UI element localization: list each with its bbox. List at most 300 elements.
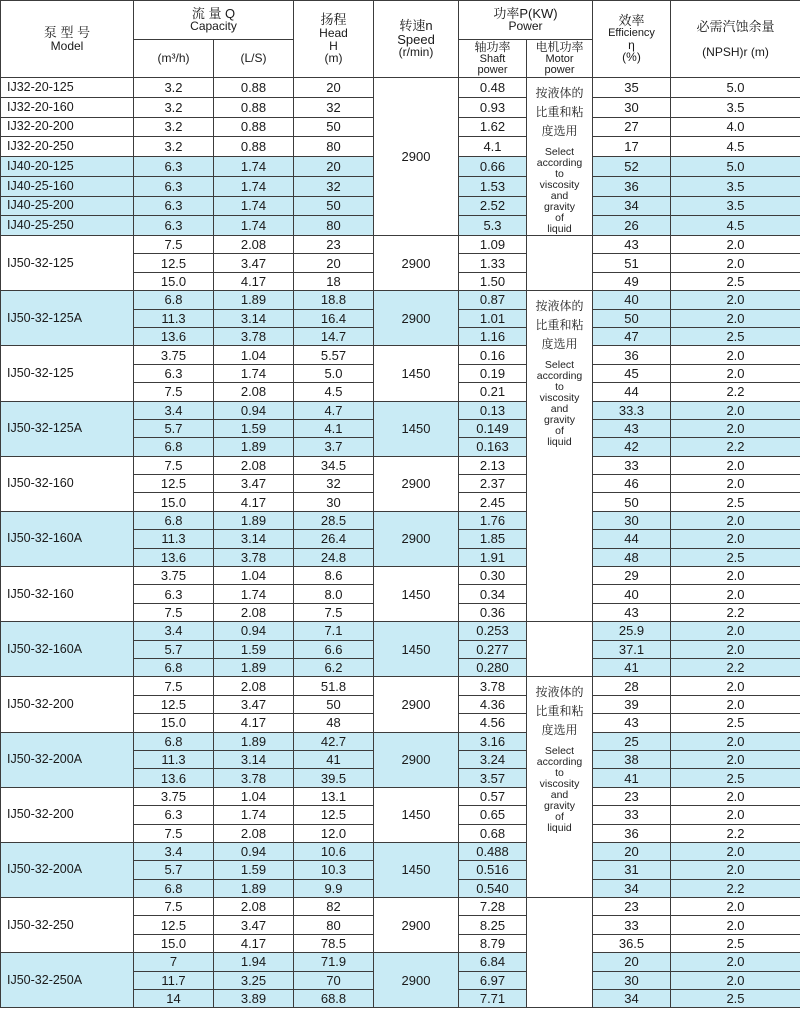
head-cell: 82 (294, 898, 374, 916)
model-cell: IJ40-25-200 (1, 196, 134, 216)
capacity-m3h-cell: 3.4 (134, 401, 214, 419)
capacity-ls-cell: 3.14 (214, 309, 294, 327)
npsh-cell: 2.0 (671, 567, 800, 585)
capacity-m3h-cell: 7.5 (134, 383, 214, 401)
model-cell: IJ32-20-125 (1, 78, 134, 98)
shaft-power-cell: 0.68 (459, 824, 527, 842)
capacity-m3h-cell: 15.0 (134, 272, 214, 290)
motor-note-en-line: according (536, 756, 583, 769)
shaft-power-cell: 0.57 (459, 787, 527, 805)
head-cell: 5.57 (294, 346, 374, 364)
head-cell: 28.5 (294, 511, 374, 529)
capacity-m3h-cell: 6.3 (134, 806, 214, 824)
efficiency-cell: 43 (593, 714, 671, 732)
npsh-cell: 2.0 (671, 291, 800, 309)
capacity-m3h-cell: 7 (134, 953, 214, 971)
npsh-cell: 3.5 (671, 196, 800, 216)
header-capacity-cn: 流 量 Q (191, 5, 236, 21)
capacity-m3h-cell: 6.8 (134, 438, 214, 456)
head-cell: 34.5 (294, 456, 374, 474)
capacity-ls-cell: 4.17 (214, 272, 294, 290)
npsh-cell: 2.5 (671, 769, 800, 787)
shaft-power-cell: 4.36 (459, 695, 527, 713)
motor-note-cn-line: 比重和粘 (535, 704, 584, 719)
shaft-power-cell: 2.13 (459, 456, 527, 474)
npsh-cell: 2.0 (671, 511, 800, 529)
efficiency-cell: 25 (593, 732, 671, 750)
motor-note-en-line: to (555, 381, 564, 394)
model-cell: IJ32-20-250 (1, 137, 134, 157)
efficiency-cell: 52 (593, 157, 671, 177)
shaft-power-cell: 3.57 (459, 769, 527, 787)
motor-power-note (527, 677, 593, 898)
model-cell: IJ50-32-160A (1, 622, 134, 677)
npsh-cell: 2.0 (671, 732, 800, 750)
header-speed-cn: 转速n (399, 18, 433, 34)
capacity-m3h-cell: 6.3 (134, 364, 214, 382)
header-head-cn: 扬程 (320, 12, 347, 28)
capacity-ls-cell: 1.59 (214, 640, 294, 658)
shaft-power-cell: 0.277 (459, 640, 527, 658)
header-capacity-ls-label: (L/S) (240, 50, 267, 65)
efficiency-cell: 31 (593, 861, 671, 879)
motor-note-en-line: liquid (547, 223, 572, 235)
capacity-m3h-cell: 5.7 (134, 640, 214, 658)
capacity-m3h-cell: 6.3 (134, 585, 214, 603)
efficiency-cell: 33 (593, 806, 671, 824)
head-cell: 6.6 (294, 640, 374, 658)
head-cell: 5.0 (294, 364, 374, 382)
capacity-ls-cell: 0.88 (214, 78, 294, 98)
model-cell: IJ50-32-125 (1, 236, 134, 291)
table-row (1, 567, 800, 585)
head-cell: 50 (294, 117, 374, 137)
capacity-m3h-cell: 15.0 (134, 934, 214, 952)
efficiency-cell: 40 (593, 291, 671, 309)
npsh-cell: 2.0 (671, 401, 800, 419)
motor-note-en-line: viscosity (539, 179, 580, 191)
npsh-cell: 4.0 (671, 117, 800, 137)
speed-cell: 2900 (374, 953, 459, 1008)
shaft-power-cell: 7.71 (459, 990, 527, 1008)
shaft-power-cell: 1.01 (459, 309, 527, 327)
efficiency-cell: 36 (593, 176, 671, 196)
capacity-ls-cell: 4.17 (214, 934, 294, 952)
header-speed (374, 1, 459, 78)
capacity-ls-cell: 0.94 (214, 401, 294, 419)
speed-cell: 1450 (374, 567, 459, 622)
header-capacity (134, 1, 294, 40)
capacity-m3h-cell: 6.8 (134, 732, 214, 750)
head-cell: 70 (294, 971, 374, 989)
head-cell: 30 (294, 493, 374, 511)
npsh-cell: 2.0 (671, 585, 800, 603)
shaft-power-cell: 0.280 (459, 658, 527, 676)
npsh-cell: 2.0 (671, 806, 800, 824)
efficiency-cell: 34 (593, 990, 671, 1008)
head-cell: 9.9 (294, 879, 374, 897)
npsh-cell: 5.0 (671, 78, 800, 98)
head-cell: 80 (294, 216, 374, 236)
table-row (1, 236, 800, 254)
capacity-ls-cell: 1.89 (214, 291, 294, 309)
capacity-m3h-cell: 12.5 (134, 254, 214, 272)
header-model-en: Model (50, 38, 84, 53)
capacity-m3h-cell: 3.2 (134, 78, 214, 98)
npsh-cell: 3.5 (671, 176, 800, 196)
capacity-m3h-cell: 11.3 (134, 530, 214, 548)
speed-cell: 1450 (374, 346, 459, 401)
capacity-ls-cell: 0.94 (214, 622, 294, 640)
efficiency-cell: 42 (593, 438, 671, 456)
shaft-power-cell: 0.21 (459, 383, 527, 401)
capacity-ls-cell: 1.89 (214, 732, 294, 750)
npsh-cell: 2.0 (671, 254, 800, 272)
efficiency-cell: 23 (593, 898, 671, 916)
header-capacity-m3h (134, 39, 214, 78)
shaft-power-cell: 0.540 (459, 879, 527, 897)
efficiency-cell: 36 (593, 824, 671, 842)
model-cell: IJ50-32-250A (1, 953, 134, 1008)
head-cell: 4.7 (294, 401, 374, 419)
table-row (1, 732, 800, 750)
npsh-cell: 2.5 (671, 493, 800, 511)
shaft-power-cell: 1.33 (459, 254, 527, 272)
capacity-ls-cell: 1.74 (214, 364, 294, 382)
capacity-m3h-cell: 3.75 (134, 787, 214, 805)
model-cell: IJ50-32-125A (1, 401, 134, 456)
shaft-power-cell: 1.50 (459, 272, 527, 290)
shaft-power-cell: 2.45 (459, 493, 527, 511)
efficiency-cell: 30 (593, 511, 671, 529)
npsh-cell: 2.0 (671, 456, 800, 474)
shaft-power-cell: 7.28 (459, 898, 527, 916)
shaft-power-cell: 2.52 (459, 196, 527, 216)
efficiency-cell: 51 (593, 254, 671, 272)
table-row (1, 78, 800, 98)
npsh-cell: 2.5 (671, 990, 800, 1008)
shaft-power-cell: 5.3 (459, 216, 527, 236)
motor-note-en-line: viscosity (539, 392, 580, 405)
shaft-power-cell: 4.56 (459, 714, 527, 732)
motor-note-en-line: and (550, 190, 569, 202)
head-cell: 80 (294, 137, 374, 157)
capacity-ls-cell: 1.59 (214, 861, 294, 879)
capacity-m3h-cell: 6.8 (134, 879, 214, 897)
npsh-cell: 2.2 (671, 658, 800, 676)
head-cell: 8.6 (294, 567, 374, 585)
model-cell: IJ40-20-125 (1, 157, 134, 177)
capacity-ls-cell: 2.08 (214, 603, 294, 621)
capacity-ls-cell: 2.08 (214, 383, 294, 401)
motor-note-en-line: according (536, 157, 583, 169)
npsh-cell: 2.0 (671, 842, 800, 860)
shaft-power-cell: 8.25 (459, 916, 527, 934)
efficiency-cell: 45 (593, 364, 671, 382)
npsh-cell: 2.0 (671, 364, 800, 382)
head-cell: 20 (294, 254, 374, 272)
npsh-cell: 2.0 (671, 695, 800, 713)
head-cell: 51.8 (294, 677, 374, 695)
npsh-cell: 2.0 (671, 787, 800, 805)
efficiency-cell: 50 (593, 309, 671, 327)
npsh-cell: 4.5 (671, 216, 800, 236)
header-capacity-m3h-label: (m³/h) (157, 50, 190, 65)
shaft-power-cell: 0.516 (459, 861, 527, 879)
head-cell: 24.8 (294, 548, 374, 566)
header-head (294, 1, 374, 78)
shaft-power-cell: 0.19 (459, 364, 527, 382)
header-motor-cn: 电机功率 (535, 39, 584, 54)
capacity-ls-cell: 1.89 (214, 658, 294, 676)
shaft-power-cell: 3.24 (459, 750, 527, 768)
speed-cell: 1450 (374, 622, 459, 677)
efficiency-cell: 48 (593, 548, 671, 566)
efficiency-cell: 20 (593, 842, 671, 860)
speed-cell: 2900 (374, 677, 459, 732)
shaft-power-cell: 0.253 (459, 622, 527, 640)
efficiency-cell: 26 (593, 216, 671, 236)
speed-cell: 2900 (374, 898, 459, 953)
efficiency-cell: 41 (593, 769, 671, 787)
capacity-m3h-cell: 15.0 (134, 493, 214, 511)
capacity-m3h-cell: 14 (134, 990, 214, 1008)
motor-note-cn-line: 按液体的 (535, 685, 584, 700)
shaft-power-cell: 6.84 (459, 953, 527, 971)
capacity-ls-cell: 0.94 (214, 842, 294, 860)
efficiency-cell: 35 (593, 78, 671, 98)
motor-note-en-line: Select (544, 745, 575, 758)
table-row (1, 787, 800, 805)
npsh-cell: 2.5 (671, 548, 800, 566)
capacity-m3h-cell: 6.8 (134, 291, 214, 309)
capacity-ls-cell: 1.89 (214, 511, 294, 529)
table-row (1, 622, 800, 640)
motor-note-en-line: to (555, 168, 564, 180)
efficiency-cell: 37.1 (593, 640, 671, 658)
motor-note-cn-line: 比重和粘 (535, 318, 584, 333)
header-model-cn: 泵 型 号 (43, 24, 91, 40)
capacity-m3h-cell: 3.4 (134, 622, 214, 640)
shaft-power-cell: 1.85 (459, 530, 527, 548)
motor-note-en-line: of (555, 811, 564, 824)
capacity-ls-cell: 3.78 (214, 769, 294, 787)
motor-note-en-line: to (555, 767, 564, 780)
capacity-m3h-cell: 12.5 (134, 916, 214, 934)
model-cell: IJ50-32-200 (1, 677, 134, 732)
npsh-cell: 2.0 (671, 419, 800, 437)
header-npsh-en: (NPSH)r (m) (702, 44, 769, 59)
speed-cell: 2900 (374, 291, 459, 346)
head-cell: 6.2 (294, 658, 374, 676)
shaft-power-cell: 0.93 (459, 97, 527, 117)
model-cell: IJ50-32-160 (1, 456, 134, 511)
npsh-cell: 2.2 (671, 438, 800, 456)
shaft-power-cell: 1.91 (459, 548, 527, 566)
motor-note-cn-line: 比重和粘 (535, 105, 584, 119)
motor-note-cn-line: 度选用 (541, 723, 578, 738)
shaft-power-cell: 8.79 (459, 934, 527, 952)
efficiency-cell: 36.5 (593, 934, 671, 952)
capacity-m3h-cell: 13.6 (134, 327, 214, 345)
shaft-power-cell: 1.76 (459, 511, 527, 529)
capacity-m3h-cell: 6.8 (134, 658, 214, 676)
npsh-cell: 2.0 (671, 898, 800, 916)
head-cell: 23 (294, 236, 374, 254)
shaft-power-cell: 0.16 (459, 346, 527, 364)
header-efficiency-unit: (%) (622, 50, 641, 65)
motor-note-en-line: liquid (547, 436, 572, 449)
capacity-ls-cell: 1.74 (214, 585, 294, 603)
motor-note-en-line: Select (544, 359, 575, 372)
header-speed-unit: (r/min) (398, 45, 434, 60)
capacity-m3h-cell: 3.4 (134, 842, 214, 860)
efficiency-cell: 47 (593, 327, 671, 345)
efficiency-cell: 27 (593, 117, 671, 137)
head-cell: 32 (294, 97, 374, 117)
header-motor-en2: power (544, 63, 575, 76)
npsh-cell: 2.0 (671, 640, 800, 658)
npsh-cell: 2.2 (671, 383, 800, 401)
capacity-m3h-cell: 6.3 (134, 176, 214, 196)
head-cell: 18.8 (294, 291, 374, 309)
efficiency-cell: 44 (593, 530, 671, 548)
motor-note-cn-line: 度选用 (541, 337, 578, 352)
speed-cell: 1450 (374, 842, 459, 897)
shaft-power-cell: 0.30 (459, 567, 527, 585)
motor-note-en-line: of (555, 425, 564, 438)
motor-note-en-line: gravity (544, 201, 575, 213)
capacity-ls-cell: 2.08 (214, 824, 294, 842)
motor-note-en-line: and (550, 403, 569, 416)
shaft-power-cell: 1.16 (459, 327, 527, 345)
npsh-cell: 2.2 (671, 603, 800, 621)
capacity-ls-cell: 1.89 (214, 879, 294, 897)
npsh-cell: 2.0 (671, 861, 800, 879)
npsh-cell: 2.0 (671, 916, 800, 934)
motor-power-note (527, 622, 593, 677)
head-cell: 20 (294, 157, 374, 177)
header-efficiency-en: Efficiency (608, 26, 655, 39)
header-shaft-en2: power (477, 63, 508, 76)
header-power-en: Power (508, 19, 543, 34)
capacity-m3h-cell: 15.0 (134, 714, 214, 732)
npsh-cell: 2.0 (671, 346, 800, 364)
speed-cell: 1450 (374, 401, 459, 456)
npsh-cell: 3.5 (671, 97, 800, 117)
shaft-power-cell: 0.149 (459, 419, 527, 437)
head-cell: 16.4 (294, 309, 374, 327)
efficiency-cell: 33 (593, 456, 671, 474)
head-cell: 3.7 (294, 438, 374, 456)
efficiency-cell: 43 (593, 236, 671, 254)
capacity-ls-cell: 3.78 (214, 327, 294, 345)
capacity-ls-cell: 0.88 (214, 117, 294, 137)
efficiency-cell: 41 (593, 658, 671, 676)
capacity-ls-cell: 1.74 (214, 806, 294, 824)
header-shaft-power (459, 39, 527, 78)
capacity-m3h-cell: 12.5 (134, 475, 214, 493)
npsh-cell: 2.5 (671, 934, 800, 952)
efficiency-cell: 33.3 (593, 401, 671, 419)
head-cell: 14.7 (294, 327, 374, 345)
capacity-ls-cell: 1.89 (214, 438, 294, 456)
motor-power-note (527, 291, 593, 622)
efficiency-cell: 50 (593, 493, 671, 511)
motor-note-cn-line: 按液体的 (535, 299, 584, 314)
model-cell: IJ32-20-160 (1, 97, 134, 117)
capacity-ls-cell: 1.04 (214, 787, 294, 805)
header-efficiency-cn: 效率 (618, 13, 645, 29)
speed-cell: 2900 (374, 78, 459, 236)
npsh-cell: 2.0 (671, 530, 800, 548)
efficiency-cell: 23 (593, 787, 671, 805)
table-row (1, 898, 800, 916)
model-cell: IJ50-32-125 (1, 346, 134, 401)
head-cell: 50 (294, 695, 374, 713)
capacity-ls-cell: 3.78 (214, 548, 294, 566)
motor-power-note (527, 78, 593, 236)
table-body (1, 78, 800, 1008)
npsh-cell: 4.5 (671, 137, 800, 157)
npsh-cell: 2.0 (671, 236, 800, 254)
model-cell: IJ32-20-200 (1, 117, 134, 137)
npsh-cell: 2.5 (671, 327, 800, 345)
motor-note-cn-line: 按液体的 (535, 86, 584, 100)
capacity-ls-cell: 2.08 (214, 677, 294, 695)
head-cell: 20 (294, 78, 374, 98)
motor-power-note (527, 236, 593, 291)
motor-note-en-line: liquid (547, 822, 572, 835)
capacity-m3h-cell: 7.5 (134, 603, 214, 621)
capacity-m3h-cell: 7.5 (134, 824, 214, 842)
capacity-ls-cell: 3.47 (214, 916, 294, 934)
head-cell: 10.6 (294, 842, 374, 860)
head-cell: 12.5 (294, 806, 374, 824)
head-cell: 8.0 (294, 585, 374, 603)
capacity-ls-cell: 3.25 (214, 971, 294, 989)
speed-cell: 2900 (374, 456, 459, 511)
table-row (1, 456, 800, 474)
npsh-cell: 2.5 (671, 272, 800, 290)
shaft-power-cell: 4.1 (459, 137, 527, 157)
efficiency-cell: 43 (593, 419, 671, 437)
capacity-m3h-cell: 11.3 (134, 309, 214, 327)
efficiency-cell: 34 (593, 879, 671, 897)
capacity-m3h-cell: 3.75 (134, 567, 214, 585)
capacity-ls-cell: 4.17 (214, 714, 294, 732)
capacity-m3h-cell: 13.6 (134, 769, 214, 787)
head-cell: 7.1 (294, 622, 374, 640)
header-efficiency (593, 1, 671, 78)
head-cell: 32 (294, 176, 374, 196)
model-cell: IJ50-32-160 (1, 567, 134, 622)
table-row (1, 511, 800, 529)
capacity-m3h-cell: 5.7 (134, 419, 214, 437)
table-row (1, 842, 800, 860)
motor-note-en-line: gravity (544, 800, 575, 813)
npsh-cell: 2.0 (671, 309, 800, 327)
capacity-m3h-cell: 3.2 (134, 97, 214, 117)
capacity-m3h-cell: 6.3 (134, 157, 214, 177)
shaft-power-cell: 0.48 (459, 78, 527, 98)
capacity-m3h-cell: 3.75 (134, 346, 214, 364)
header-model (1, 1, 134, 78)
efficiency-cell: 46 (593, 475, 671, 493)
shaft-power-cell: 0.13 (459, 401, 527, 419)
shaft-power-cell: 1.53 (459, 176, 527, 196)
capacity-m3h-cell: 11.3 (134, 750, 214, 768)
